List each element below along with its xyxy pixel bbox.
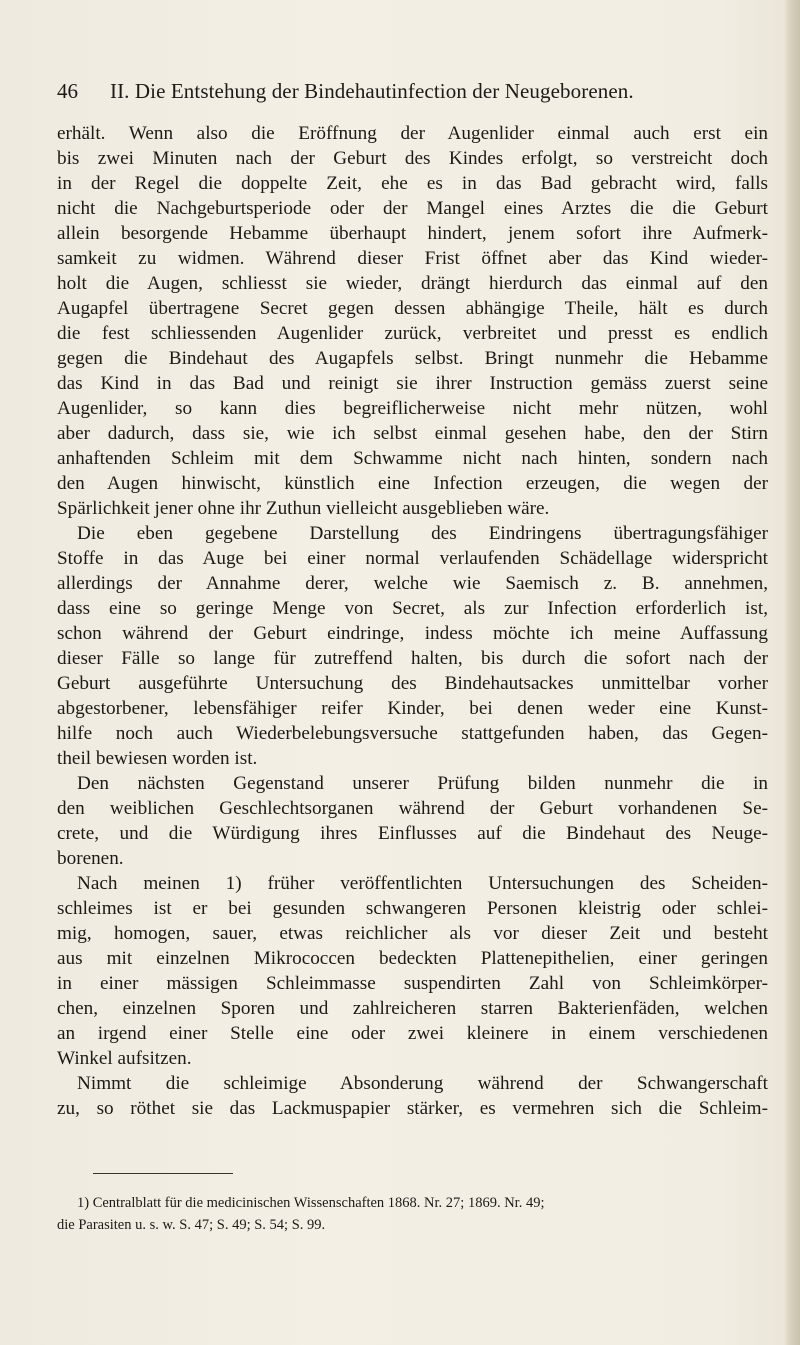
text-line: Den nächsten Gegenstand unserer Prüfung bilden nunmehr die in (77, 773, 768, 794)
text-line: hilfe noch auch Wiederbelebungsversuche stattgefunden haben, das Gegen- (57, 723, 768, 744)
text-line: bis zwei Minuten nach der Geburt des Kindes erfolgt, so verstreicht doch (57, 148, 768, 169)
text-line: nicht die Nachgeburtsperiode oder der Mangel eines Arztes die die Geburt (57, 198, 768, 219)
text-line: Spärlichkeit jener ohne ihr Zuthun vielleicht ausgeblieben wäre. (57, 498, 550, 519)
text-line: Nimmt die schleimige Absonderung während der Schwangerschaft (77, 1073, 768, 1094)
text-line: Geburt ausgeführte Untersuchung des Bindehautsackes unmittelbar vorher (57, 673, 768, 694)
text-line: theil bewiesen worden ist. (57, 748, 258, 769)
text-line: Augenlider, so kann dies begreiflicherweise nicht mehr nützen, wohl (57, 398, 768, 419)
text-line: aus mit einzelnen Mikrococcen bedeckten Plattenepithelien, einer geringen (57, 948, 768, 969)
text-line: crete, und die Würdigung ihres Einflusses auf die Bindehaut des Neuge- (57, 823, 768, 844)
text-line: Augapfel übertragene Secret gegen dessen abhängige Theile, hält es durch (57, 298, 768, 319)
text-line: allein besorgende Hebamme überhaupt hindert, jenem sofort ihre Aufmerk- (57, 223, 768, 244)
text-line: den weiblichen Geschlechtsorganen während der Geburt vorhandenen Se- (57, 798, 768, 819)
text-line: abgestorbener, lebensfähiger reifer Kinder, bei denen weder eine Kunst- (57, 698, 768, 719)
footnotes (57, 1192, 767, 1236)
footnote-line: die Parasiten u. s. w. S. 47; S. 49; S. 54; S. 99. (57, 1217, 326, 1233)
text-line: Die eben gegebene Darstellung des Eindringens übertragungsfähiger (77, 523, 768, 544)
text-line: das Kind in das Bad und reinigt sie ihrer Instruction gemäss zuerst seine (57, 373, 768, 394)
text-line: an irgend einer Stelle eine oder zwei kleinere in einem verschiedenen (57, 1023, 768, 1044)
text-line: schon während der Geburt eindringe, indess möchte ich meine Auffassung (57, 623, 768, 644)
body-text (57, 121, 768, 1121)
text-line: borenen. (57, 848, 124, 869)
text-line: in einer mässigen Schleimmasse suspendirten Zahl von Schleimkörper- (57, 973, 768, 994)
text-line: den Augen hinwischt, künstlich eine Infection erzeugen, die wegen der (57, 473, 768, 494)
page-header (57, 79, 757, 109)
text-line: anhaftenden Schleim mit dem Schwamme nicht nach hinten, sondern nach (57, 448, 768, 469)
running-head: II. Die Entstehung der Bindehautinfection der Neugeborenen. (110, 79, 634, 103)
text-line: chen, einzelnen Sporen und zahlreicheren starren Bakterienfäden, welchen (57, 998, 768, 1019)
text-line: mig, homogen, sauer, etwas reichlicher als vor dieser Zeit und besteht (57, 923, 768, 944)
text-line: Stoffe in das Auge bei einer normal verlaufenden Schädellage widerspricht (57, 548, 768, 569)
text-line: in der Regel die doppelte Zeit, ehe es in das Bad gebracht wird, falls (57, 173, 768, 194)
text-line: dieser Fälle so lange für zutreffend halten, bis durch die sofort nach der (57, 648, 768, 669)
text-line: dass eine so geringe Menge von Secret, als zur Infection erforderlich ist, (57, 598, 768, 619)
page-number: 46 (57, 79, 78, 103)
text-line: zu, so röthet sie das Lackmuspapier stärker, es vermehren sich die Schleim- (57, 1098, 768, 1119)
page-edge-shadow (784, 0, 800, 1345)
text-line: die fest schliessenden Augenlider zurück, verbreitet und presst es endlich (57, 323, 768, 344)
text-line: gegen die Bindehaut des Augapfels selbst. Bringt nunmehr die Hebamme (57, 348, 768, 369)
text-line: holt die Augen, schliesst sie wieder, drängt hierdurch das einmal auf den (57, 273, 768, 294)
text-line: Winkel aufsitzen. (57, 1048, 192, 1069)
text-line: schleimes ist er bei gesunden schwangeren Personen kleistrig oder schlei- (57, 898, 768, 919)
text-line: erhält. Wenn also die Eröffnung der Augenlider einmal auch erst ein (57, 123, 768, 144)
text-line: allerdings der Annahme derer, welche wie Saemisch z. B. annehmen, (57, 573, 768, 594)
footnote-divider (93, 1173, 233, 1174)
footnote-line: 1) Centralblatt für die medicinischen Wissenschaften 1868. Nr. 27; 1869. Nr. 49; (77, 1195, 545, 1211)
text-line: samkeit zu widmen. Während dieser Frist öffnet aber das Kind wieder- (57, 248, 768, 269)
text-line: aber dadurch, dass sie, wie ich selbst einmal gesehen habe, den der Stirn (57, 423, 768, 444)
text-line: Nach meinen 1) früher veröffentlichten Untersuchungen des Scheiden- (77, 873, 768, 894)
